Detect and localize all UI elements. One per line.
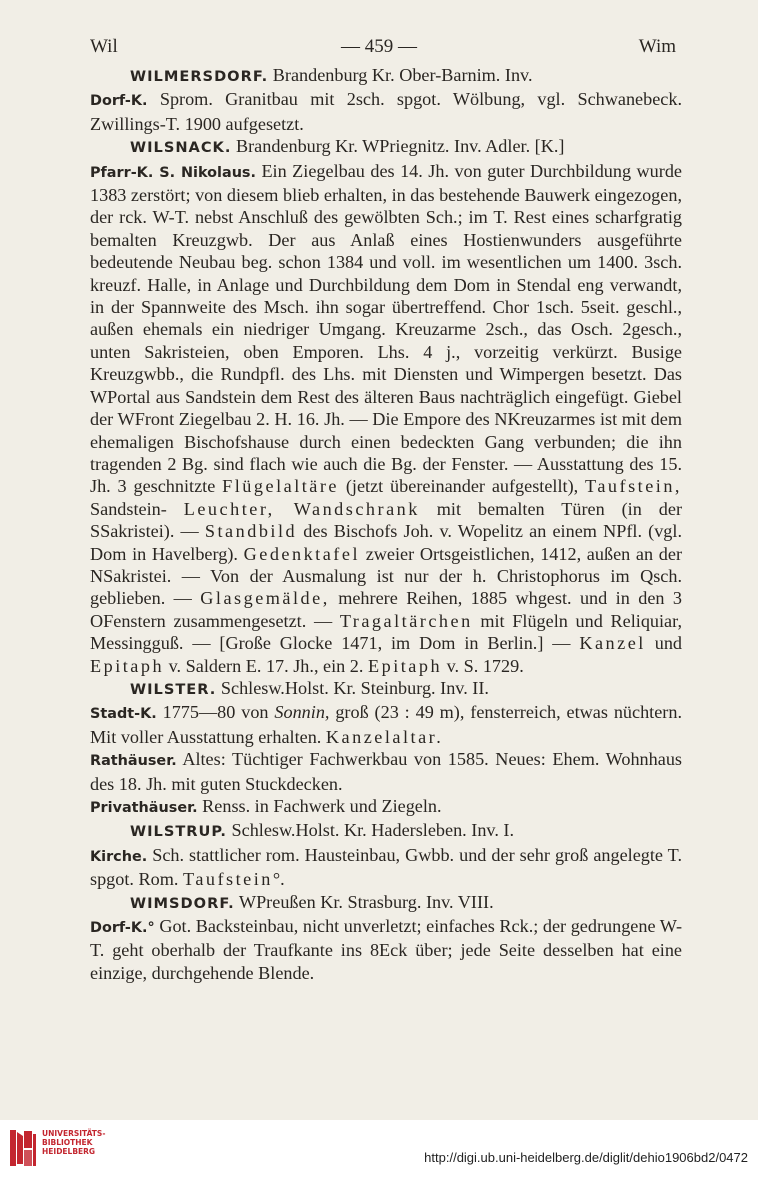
place-name: WIMSDORF. [130,894,235,912]
page-number: — 459 — [341,36,417,57]
building-label: Rathäuser. [90,753,177,770]
spaced-term: Gedenktafel [243,543,360,564]
building-label: Dorf-K. [90,93,148,110]
building-label: Dorf-K.° [90,920,155,937]
subentry-text: mehrere Reihen, 1885 whgest. und in den 3 OFenstern zusammengesetzt. — [90,588,682,631]
running-head-left: Wil [90,36,118,57]
building-label: Pfarr-K. S. Nikolaus. [90,164,256,181]
place-name: WILSTRUP. [130,823,227,841]
spaced-term: Kanzelaltar. [325,726,444,747]
library-name-line: BIBLIOTHEK [42,1138,93,1147]
subentry-text: mit Flügeln und Reliquiar, Messingguß. — [Große Glocke 1471, im Dom in Berlin.] — [90,610,683,654]
spaced-term: Kanzel [579,633,646,654]
entry-wilster [90,677,682,701]
entry-wimsdorf [90,891,682,915]
spaced-term: Standbild [204,521,298,542]
subentry-text: Sandstein- [90,498,167,519]
library-name-line: UNIVERSITÄTS- [42,1129,106,1138]
viewer-footer [0,1120,758,1189]
entry-head: Schlesw.Holst. Kr. Steinburg. Inv. II. [216,677,489,698]
library-emblem-icon [8,1128,38,1168]
subentry-text: Altes: Tüchtiger Fachwerkbau von 1585. Neues: Ehem. Wohnhaus des 18. Jh. mit guten Stuckdecken. [90,749,682,794]
subentry-dorf-k [90,915,682,984]
subentry-dorf-k [90,88,682,135]
building-label: Stadt-K. [90,706,157,723]
spaced-term: Glasgemälde, [200,588,330,609]
subentry-text: 1775—80 von [156,702,275,723]
subentry-stadt-k [90,701,682,748]
library-name-line: HEIDELBERG [42,1147,96,1156]
subentry-text: Sch. stattlicher rom. Hausteinbau, Gwbb. und der sehr groß angelegte T. spgot. Rom. [90,844,682,890]
entry-head: Brandenburg Kr. Ober-Barnim. Inv. [268,65,533,85]
university-library-logo[interactable] [8,1128,138,1172]
subentry-pfarr-k [90,160,682,677]
entry-head: Schlesw.Holst. Kr. Hadersleben. Inv. I. [226,820,515,841]
entry-wilmersdorf [90,64,682,88]
entry-head: WPreußen Kr. Strasburg. Inv. VIII. [234,891,494,912]
subentry-text: und [645,633,683,654]
subentry-text: zweier Ortsgeistlichen, 1412, außen an der NSakristei. — Von der Ausmalung ist nur der h. Christophorus im Qsch. geblieben. — [90,543,683,609]
spaced-term: Leuchter, Wandschrank [183,498,420,519]
spaced-term: Epitaph [90,655,165,676]
subentry-rathaeuser [90,748,682,795]
architect-name: Sonnin, [274,702,330,723]
subentry-kirche [90,844,682,891]
subentry-text: des Bischofs Joh. v. Wopelitz an einem NPfl. (vgl. Dom in Havelberg). [90,521,682,564]
building-label: Kirche. [90,848,148,865]
entry-head: Brandenburg Kr. WPriegnitz. Inv. Adler. [K.] [231,136,565,157]
subentry-text: °. [272,869,285,890]
page-body [90,64,682,984]
place-name: WILSNACK. [130,139,232,157]
subentry-text: (jetzt übereinander aufgestellt), [339,476,586,497]
permalink-url[interactable]: http://digi.ub.uni-heidelberg.de/diglit/dehio1906bd2/0472 [424,1150,748,1165]
spaced-term: Epitaph [368,655,443,676]
library-name [42,1129,105,1156]
subentry-text: Ein Ziegelbau des 14. Jh. von guter Durchbildung wurde 1383 zerstört; von diesem blieb erhalten, in das bestehende Bauwerk eingezogen, der rck. W-T. nebst Anschluß des gewölbten Sch.; im T. Rest eines scharfgratig bemalten Kreuzgwb. Der aus Anlaß eines Hostienwunders ausgeführte bedeutende Neubau beg. schon 1384 und voll. im wesentlichen um 1400. 3sch. kreuzf. Halle, in Anlage und Durchbildung dem Dom in Stendal eng verwandt, in der Spannweite des Msch. ihn sogar übertreffend. Chor 1sch. 5seit. geschl., außen ehemals ein niedriger Umgang. Kreuzarme 2sch., das Osch. 2gesch., unten Sakristeien, oben Emporen. Lhs. 4 j., vorzeitig verkürzt. Busige Kreuzgwbb., die Rundpfl. des Lhs. mit Diensten und Wimpergen besetzt. Das WPortal aus Sandstein dem Rest des älteren Baus nachträglich eingefügt. Giebel der WFront Ziegelbau 2. H. 16. Jh. — Die Empore des NKreuzarmes ist mit dem ehemaligen Bischofshause durch einen bedeckten Gang verbunden; die ihn tragenden 2 Bg. sind flach wie auch die Bg. der Fenster. — Ausstattung des 15. Jh. 3 geschnitzte [90,160,682,497]
subentry-text: Got. Backsteinbau, nicht unverletzt; einfaches Rck.; der gedrungene W-T. geht oberhalb der Traufkante ins 8Eck über; jede Seite desselben hat eine einzige, durchgehende Blende. [90,916,682,983]
subentry-text: mit bemalten Türen (in der SSakristei). — [90,498,682,542]
subentry-text: groß (23 : 49 m), fensterreich, etwas nüchtern. Mit voller Ausstattung erhalten. [90,702,682,747]
entry-wilstrup [90,819,682,843]
place-name: WILSTER. [130,680,217,698]
subentry-text: Renss. in Fachwerk und Ziegeln. [197,796,442,816]
subentry-privathaeuser [90,795,682,819]
spaced-term: Tragaltärchen [339,610,473,631]
subentry-text: Sprom. Granitbau mit 2sch. spgot. Wölbung, vgl. Schwanebeck. Zwillings-T. 1900 aufgesetzt. [90,89,682,134]
subentry-text: v. Saldern E. 17. Jh., ein 2. [164,655,368,676]
entry-wilsnack [90,135,682,159]
place-name: WILMERSDORF. [130,68,269,85]
subentry-text: v. S. 1729. [442,655,524,676]
running-head-right: Wim [638,36,676,57]
spaced-term: Taufstein, [585,476,682,497]
building-label: Privathäuser. [90,800,198,816]
spaced-term: Flügelaltäre [222,476,340,497]
spaced-term: Taufstein [182,869,273,890]
